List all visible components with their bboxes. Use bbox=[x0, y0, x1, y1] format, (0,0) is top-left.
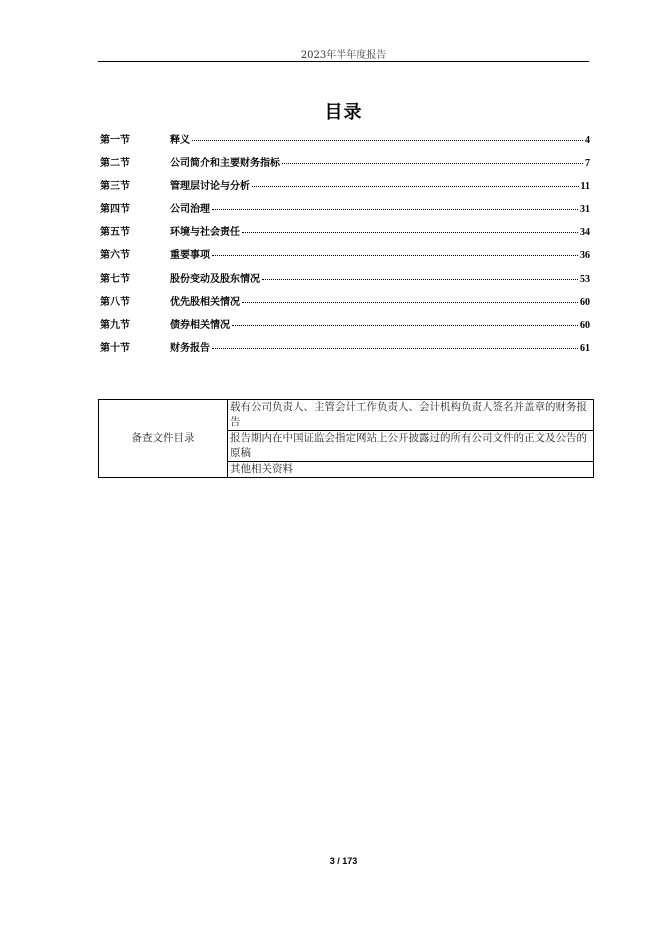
toc-entry[interactable] bbox=[100, 177, 590, 200]
reference-docs-label: 备查文件目录 bbox=[99, 400, 228, 478]
toc-page-number: 36 bbox=[580, 250, 590, 262]
toc-page-number: 34 bbox=[580, 227, 590, 239]
toc-leader-dots bbox=[212, 209, 578, 210]
toc-section-name: 优先股相关情况 bbox=[170, 296, 240, 308]
toc-leader-dots bbox=[212, 348, 578, 349]
reference-doc-item: 载有公司负责人、主管会计工作负责人、会计机构负责人签名并盖章的财务报告 bbox=[228, 400, 594, 431]
toc-section-name: 股份变动及股东情况 bbox=[170, 273, 260, 285]
toc-section-number: 第十节 bbox=[100, 342, 130, 354]
toc-page-number: 4 bbox=[585, 135, 590, 146]
toc-page-number: 7 bbox=[585, 158, 590, 170]
toc-leader-dots bbox=[262, 279, 578, 280]
toc-page-number: 60 bbox=[580, 319, 590, 331]
page-number: 3 / 173 bbox=[329, 856, 358, 866]
table-row bbox=[99, 400, 594, 431]
toc-title: 目录 bbox=[324, 102, 363, 123]
toc-entry[interactable] bbox=[100, 270, 590, 293]
toc-page-number: 31 bbox=[580, 204, 590, 216]
toc-section-name: 环境与社会责任 bbox=[170, 227, 240, 239]
toc-page-number: 61 bbox=[580, 342, 590, 354]
toc-leader-dots bbox=[242, 232, 578, 233]
toc-entry[interactable] bbox=[100, 200, 590, 223]
reference-doc-item: 报告期内在中国证监会指定网站上公开披露过的所有公司文件的正文及公告的原稿 bbox=[228, 431, 594, 462]
toc-entry[interactable] bbox=[100, 339, 590, 362]
toc-section-name: 管理层讨论与分析 bbox=[170, 181, 250, 193]
toc-section-name: 公司治理 bbox=[170, 204, 210, 216]
toc-page-number: 60 bbox=[580, 296, 590, 308]
toc-leader-dots bbox=[232, 325, 578, 326]
toc-entry[interactable] bbox=[100, 316, 590, 339]
reference-doc-item: 其他相关资料 bbox=[228, 462, 594, 478]
toc-section-number: 第五节 bbox=[100, 227, 130, 239]
toc-section-name: 重要事项 bbox=[170, 250, 210, 262]
toc-list bbox=[100, 131, 590, 362]
toc-page-number: 53 bbox=[580, 273, 590, 285]
toc-entry[interactable] bbox=[100, 131, 590, 154]
toc-section-name: 释义 bbox=[170, 135, 190, 146]
running-header: 2023年半年度报告 bbox=[300, 50, 387, 61]
toc-leader-dots bbox=[242, 302, 578, 303]
toc-leader-dots bbox=[282, 163, 583, 164]
toc-section-number: 第二节 bbox=[100, 158, 130, 170]
header-rule bbox=[98, 61, 589, 62]
toc-leader-dots bbox=[252, 186, 579, 187]
toc-section-name: 公司简介和主要财务指标 bbox=[170, 158, 280, 170]
toc-section-number: 第七节 bbox=[100, 273, 130, 285]
reference-documents-table bbox=[98, 399, 594, 478]
toc-section-number: 第四节 bbox=[100, 204, 130, 216]
toc-section-name: 财务报告 bbox=[170, 342, 210, 354]
toc-section-number: 第六节 bbox=[100, 250, 130, 262]
toc-entry[interactable] bbox=[100, 223, 590, 246]
toc-section-number: 第九节 bbox=[100, 319, 130, 331]
toc-entry[interactable] bbox=[100, 293, 590, 316]
toc-entry[interactable] bbox=[100, 246, 590, 269]
toc-section-number: 第一节 bbox=[100, 135, 130, 146]
toc-section-number: 第八节 bbox=[100, 296, 130, 308]
toc-entry[interactable] bbox=[100, 154, 590, 177]
toc-page-number: 11 bbox=[580, 181, 590, 193]
toc-section-name: 债券相关情况 bbox=[170, 319, 230, 331]
toc-leader-dots bbox=[192, 140, 583, 141]
toc-section-number: 第三节 bbox=[100, 181, 130, 193]
toc-leader-dots bbox=[212, 255, 578, 256]
